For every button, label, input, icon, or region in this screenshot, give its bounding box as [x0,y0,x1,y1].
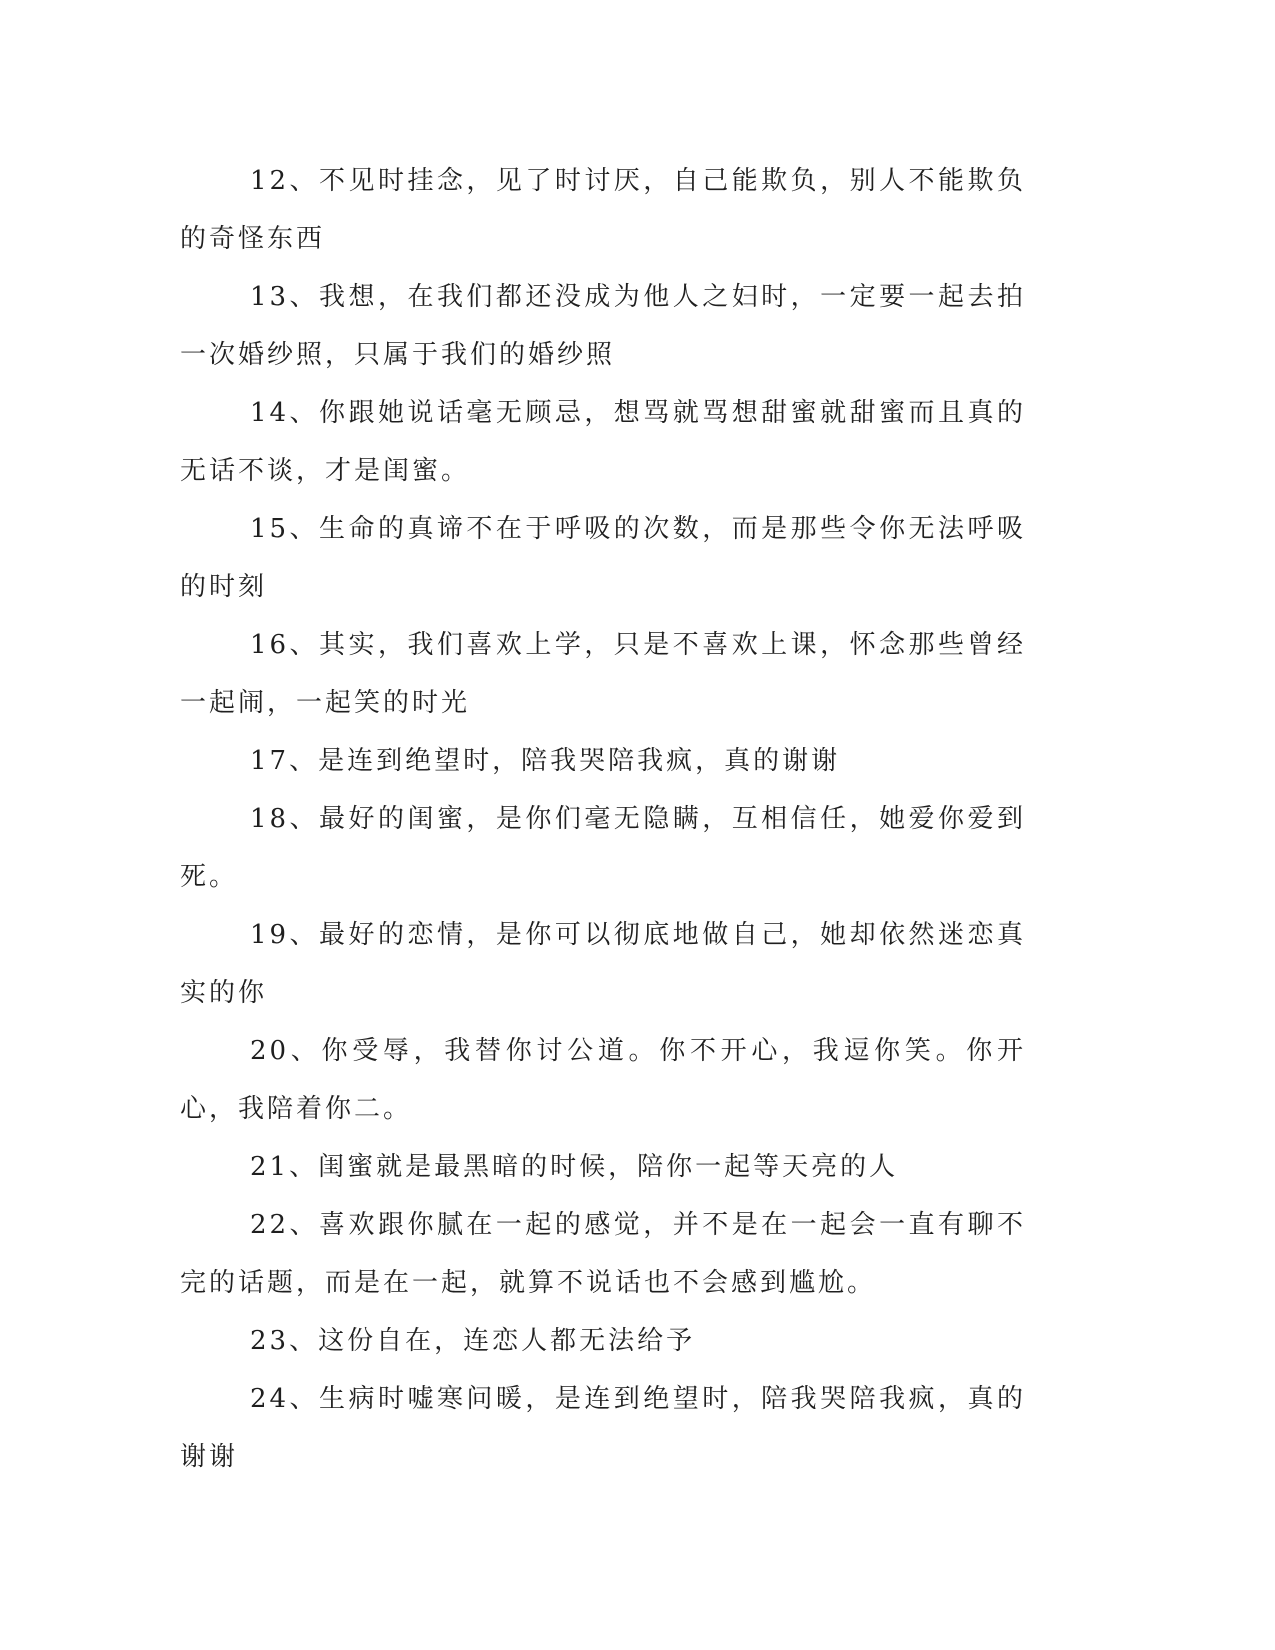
paragraph-20: 20、你受辱，我替你讨公道。你不开心，我逗你笑。你开心，我陪着你二。 [180,1036,1026,1124]
paragraph-16: 16、其实，我们喜欢上学，只是不喜欢上课，怀念那些曾经一起闹，一起笑的时光 [180,630,1026,718]
paragraph-15: 15、生命的真谛不在于呼吸的次数，而是那些令你无法呼吸的时刻 [180,514,1026,602]
paragraph-23: 23、这份自在，连恋人都无法给予 [250,1326,696,1356]
paragraph-21: 21、闺蜜就是最黑暗的时候，陪你一起等天亮的人 [250,1152,899,1182]
paragraph-14: 14、你跟她说话毫无顾忌，想骂就骂想甜蜜就甜蜜而且真的无话不谈，才是闺蜜。 [180,398,1026,486]
paragraph-17: 17、是连到绝望时，陪我哭陪我疯，真的谢谢 [250,746,841,776]
paragraph-12: 12、不见时挂念，见了时讨厌，自己能欺负，别人不能欺负的奇怪东西 [180,166,1026,254]
paragraph-22: 22、喜欢跟你腻在一起的感觉，并不是在一起会一直有聊不完的话题，而是在一起，就算不说话也不会感到尴尬。 [180,1210,1026,1298]
document-body [180,152,1026,1486]
paragraph-18: 18、最好的闺蜜，是你们毫无隐瞒，互相信任，她爱你爱到死。 [180,804,1026,892]
paragraph-13: 13、我想，在我们都还没成为他人之妇时，一定要一起去拍一次婚纱照，只属于我们的婚纱照 [180,282,1026,370]
paragraph-19: 19、最好的恋情，是你可以彻底地做自己，她却依然迷恋真实的你 [180,920,1026,1008]
paragraph-24: 24、生病时嘘寒问暖，是连到绝望时，陪我哭陪我疯，真的谢谢 [180,1384,1026,1472]
